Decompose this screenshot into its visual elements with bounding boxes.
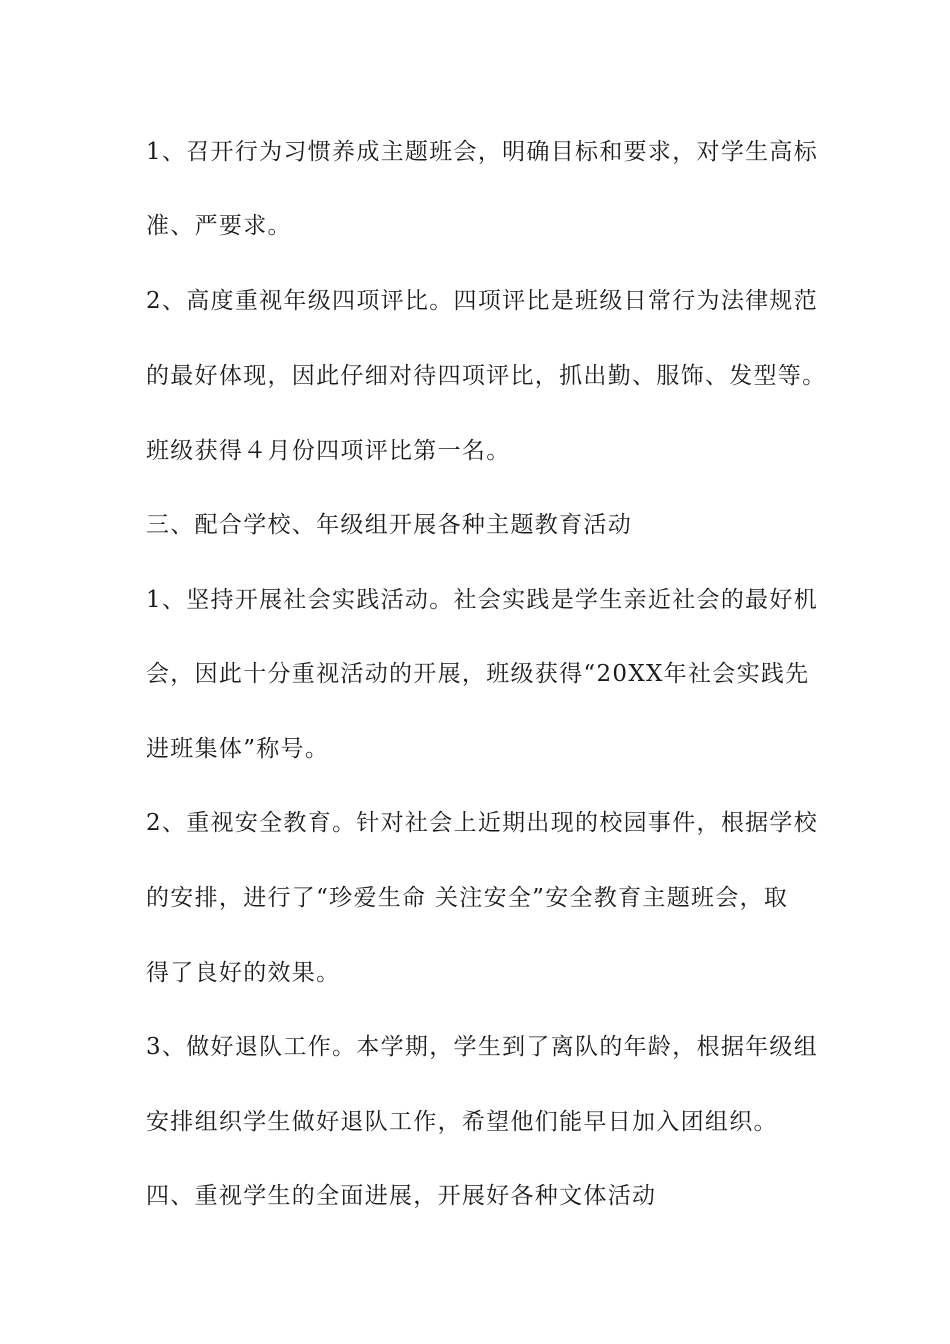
text-line-4: 的最好体现，因此仔细对待四项评比，抓出勤、服饰、发型等。 [146, 363, 827, 389]
text-line-2: 准、严要求。 [146, 213, 292, 239]
text-line-1: 1、召开行为习惯养成主题班会，明确目标和要求，对学生高标 [146, 139, 819, 165]
section-heading-3: 三、配合学校、年级组开展各种主题教育活动 [146, 512, 632, 538]
text-line-3: 2、高度重视年级四项评比。四项评比是班级日常行为法律规范 [146, 288, 819, 314]
section-heading-4: 四、重视学生的全面进展，开展好各种文体活动 [146, 1183, 657, 1209]
text-line-13: 3、做好退队工作。本学期，学生到了离队的年龄，根据年级组 [146, 1034, 819, 1060]
text-line-12: 得了良好的效果。 [146, 960, 341, 986]
text-line-9: 进班集体”称号。 [146, 736, 330, 762]
text-line-5: 班级获得４月份四项评比第一名。 [146, 438, 511, 464]
text-line-7: 1、坚持开展社会实践活动。社会实践是学生亲近社会的最好机 [146, 587, 819, 613]
text-line-14: 安排组织学生做好退队工作，希望他们能早日加入团组织。 [146, 1109, 778, 1135]
text-line-10: 2、重视安全教育。针对社会上近期出现的校园事件，根据学校 [146, 810, 819, 836]
text-line-11: 的安排，进行了“珍爱生命 关注安全”安全教育主题班会，取 [146, 885, 789, 911]
text-line-8: 会，因此十分重视活动的开展，班级获得“20XX年社会实践先 [146, 661, 810, 687]
